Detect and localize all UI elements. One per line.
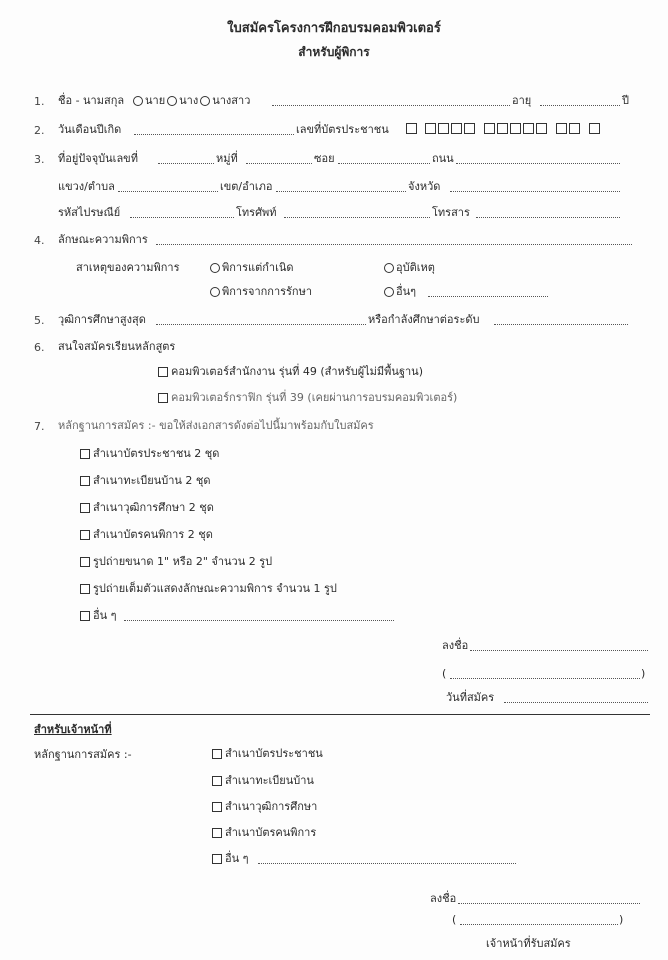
moo-label: หมู่ที่ — [216, 152, 238, 165]
doc-option[interactable] — [80, 556, 272, 567]
fax-label: โทรสาร — [432, 206, 470, 219]
id-digit-box[interactable] — [523, 123, 534, 134]
soi-label: ซอย — [314, 152, 335, 165]
item-number: 6. — [34, 341, 45, 354]
id-digit-box[interactable] — [589, 123, 600, 134]
officer-heading: สำหรับเจ้าหน้าที่ — [34, 723, 112, 736]
checkbox-doc[interactable] — [80, 503, 90, 513]
radio-mrs[interactable] — [167, 96, 177, 106]
doc-option[interactable] — [80, 583, 337, 594]
form-subtitle: สำหรับผู้พิการ — [298, 45, 370, 59]
id-digit-box[interactable] — [536, 123, 547, 134]
checkbox-doc[interactable] — [80, 530, 90, 540]
checkbox-doc[interactable] — [80, 449, 90, 459]
radio-mr[interactable] — [133, 96, 143, 106]
studying-field[interactable] — [494, 324, 628, 325]
checkbox-course-graphic[interactable] — [158, 393, 168, 403]
house-number-field[interactable] — [158, 163, 214, 164]
apply-date-label: วันที่สมัคร — [446, 691, 495, 704]
checkbox-officer-doc[interactable] — [212, 802, 222, 812]
id-digit-box[interactable] — [497, 123, 508, 134]
id-digit-box[interactable] — [425, 123, 436, 134]
province-label: จังหวัด — [408, 180, 441, 193]
officer-doc-label: สำเนาวุฒิการศึกษา — [225, 800, 318, 813]
mr-label: นาย — [145, 94, 166, 107]
course-label: สนใจสมัครเรียนหลักสูตร — [58, 340, 176, 353]
doc-label: สำเนาบัตรประชาชน 2 ชุด — [93, 447, 220, 460]
accident-label: อุบัติเหตุ — [396, 261, 435, 274]
signature-field[interactable] — [470, 650, 648, 651]
cause-birth-option[interactable] — [210, 262, 294, 273]
course-office-option[interactable] — [158, 366, 423, 377]
education-label: วุฒิการศึกษาสูงสุด — [58, 313, 146, 326]
doc-label: รูปถ่ายเต็มตัวแสดงลักษณะความพิการ จำนวน 1 รูป — [93, 582, 337, 595]
id-digit-box[interactable] — [569, 123, 580, 134]
treatment-label: พิการจากการรักษา — [222, 285, 313, 298]
checkbox-doc[interactable] — [80, 611, 90, 621]
age-field[interactable] — [540, 105, 620, 106]
doc-option[interactable] — [80, 502, 214, 513]
radio-other[interactable] — [384, 287, 394, 297]
officer-doc-option[interactable] — [212, 775, 314, 786]
officer-doc-label: สำเนาบัตรคนพิการ — [225, 826, 317, 839]
id-digit-box[interactable] — [510, 123, 521, 134]
doc-option[interactable] — [80, 475, 211, 486]
cause-label: สาเหตุของความพิการ — [76, 261, 180, 274]
officer-evidence-label: หลักฐานการสมัคร :- — [34, 748, 132, 761]
checkbox-officer-doc[interactable] — [212, 854, 222, 864]
moo-field[interactable] — [246, 163, 312, 164]
disability-type-label: ลักษณะความพิการ — [58, 233, 148, 246]
studying-label: หรือกำลังศึกษาต่อระดับ — [368, 313, 480, 326]
officer-doc-option[interactable] — [212, 827, 316, 838]
id-digit-box[interactable] — [464, 123, 475, 134]
id-digit-box[interactable] — [406, 123, 417, 134]
district-field[interactable] — [276, 191, 406, 192]
id-digit-box[interactable] — [451, 123, 462, 134]
officer-open-paren: ( — [452, 913, 457, 926]
radio-miss[interactable] — [200, 96, 210, 106]
cause-other-field[interactable] — [428, 296, 548, 297]
name-label: ชื่อ - นามสกุล — [58, 94, 125, 107]
doc-option[interactable] — [80, 448, 219, 459]
disability-type-field[interactable] — [156, 244, 632, 245]
age-label: อายุ — [512, 94, 532, 107]
radio-birth[interactable] — [210, 263, 220, 273]
checkbox-officer-doc[interactable] — [212, 749, 222, 759]
officer-doc-other-field[interactable] — [258, 863, 516, 864]
checkbox-doc[interactable] — [80, 584, 90, 594]
birth-label: พิการแต่กำเนิด — [222, 261, 294, 274]
cause-other-option[interactable] — [384, 286, 416, 297]
apply-date-field[interactable] — [504, 702, 648, 703]
receiver-label: เจ้าหน้าที่รับสมัคร — [486, 937, 571, 950]
checkbox-course-office[interactable] — [158, 367, 168, 377]
doc-label: สำเนาบัตรคนพิการ 2 ชุด — [93, 528, 213, 541]
phone-label: โทรศัพท์ — [236, 206, 277, 219]
course-office-label: คอมพิวเตอร์สำนักงาน รุ่นที่ 49 (สำหรับผู้ไม่มีพื้นฐาน) — [171, 365, 423, 378]
documents-label: หลักฐานการสมัคร :- ขอให้ส่งเอกสารดังต่อไปนี้มาพร้อมกับใบสมัคร — [58, 419, 374, 432]
officer-doc-label: สำเนาบัตรประชาชน — [225, 747, 323, 760]
item-number: 1. — [34, 95, 45, 108]
phone-field[interactable] — [284, 217, 430, 218]
doc-label: อื่น ๆ — [93, 609, 117, 622]
subdistrict-label: แขวง/ตำบล — [58, 180, 115, 193]
birthdate-field[interactable] — [134, 134, 294, 135]
cause-accident-option[interactable] — [384, 262, 435, 273]
officer-doc-option[interactable] — [212, 748, 323, 759]
age-unit: ปี — [622, 94, 629, 107]
id-digit-box[interactable] — [484, 123, 495, 134]
road-field[interactable] — [456, 163, 620, 164]
birthdate-label: วันเดือนปีเกิด — [58, 123, 122, 136]
item-number: 2. — [34, 124, 45, 137]
doc-other-field[interactable] — [124, 620, 394, 621]
officer-doc-option[interactable] — [212, 801, 317, 812]
doc-option[interactable] — [80, 610, 117, 621]
course-graphic-option[interactable] — [158, 392, 457, 403]
officer-doc-option[interactable] — [212, 853, 249, 864]
open-paren: ( — [442, 667, 447, 680]
course-graphic-label: คอมพิวเตอร์กราฟิก รุ่นที่ 39 (เคยผ่านการอบรมคอมพิวเตอร์) — [171, 391, 458, 404]
subdistrict-field[interactable] — [118, 191, 218, 192]
address-label: ที่อยู่ปัจจุบันเลขที่ — [58, 152, 138, 165]
officer-printed-name-field[interactable] — [460, 924, 618, 925]
miss-label: นางสาว — [212, 94, 251, 107]
checkbox-doc[interactable] — [80, 476, 90, 486]
officer-signature-field[interactable] — [458, 903, 640, 904]
item-number: 4. — [34, 234, 45, 247]
title-options — [133, 95, 250, 106]
education-field[interactable] — [156, 324, 366, 325]
district-label: เขต/อำเภอ — [220, 180, 273, 193]
postcode-field[interactable] — [130, 217, 234, 218]
postcode-label: รหัสไปรษณีย์ — [58, 206, 121, 219]
soi-field[interactable] — [338, 163, 430, 164]
mrs-label: นาง — [179, 94, 199, 107]
id-digit-box[interactable] — [556, 123, 567, 134]
officer-sign-label: ลงชื่อ — [430, 892, 457, 905]
fax-field[interactable] — [476, 217, 620, 218]
item-number: 3. — [34, 153, 45, 166]
checkbox-officer-doc[interactable] — [212, 776, 222, 786]
id-card-label: เลขที่บัตรประชาชน — [296, 123, 389, 136]
road-label: ถนน — [432, 152, 454, 165]
radio-treatment[interactable] — [210, 287, 220, 297]
item-number: 5. — [34, 314, 45, 327]
radio-accident[interactable] — [384, 263, 394, 273]
doc-label: รูปถ่ายขนาด 1" หรือ 2" จำนวน 2 รูป — [93, 555, 273, 568]
printed-name-field[interactable] — [450, 678, 640, 679]
officer-doc-label: อื่น ๆ — [225, 852, 249, 865]
name-field[interactable] — [272, 105, 510, 106]
checkbox-doc[interactable] — [80, 557, 90, 567]
sign-label: ลงชื่อ — [442, 639, 469, 652]
other-label: อื่นๆ — [396, 285, 417, 298]
province-field[interactable] — [450, 191, 620, 192]
id-digit-box[interactable] — [438, 123, 449, 134]
section-divider — [30, 714, 650, 715]
officer-doc-label: สำเนาทะเบียนบ้าน — [225, 774, 314, 787]
checkbox-officer-doc[interactable] — [212, 828, 222, 838]
item-number: 7. — [34, 420, 45, 433]
doc-label: สำเนาวุฒิการศึกษา 2 ชุด — [93, 501, 214, 514]
form-title: ใบสมัครโครงการฝึกอบรมคอมพิวเตอร์ — [227, 21, 441, 36]
doc-label: สำเนาทะเบียนบ้าน 2 ชุด — [93, 474, 211, 487]
doc-option[interactable] — [80, 529, 213, 540]
cause-treatment-option[interactable] — [210, 286, 312, 297]
close-paren: ) — [641, 667, 646, 680]
officer-close-paren: ) — [619, 913, 624, 926]
